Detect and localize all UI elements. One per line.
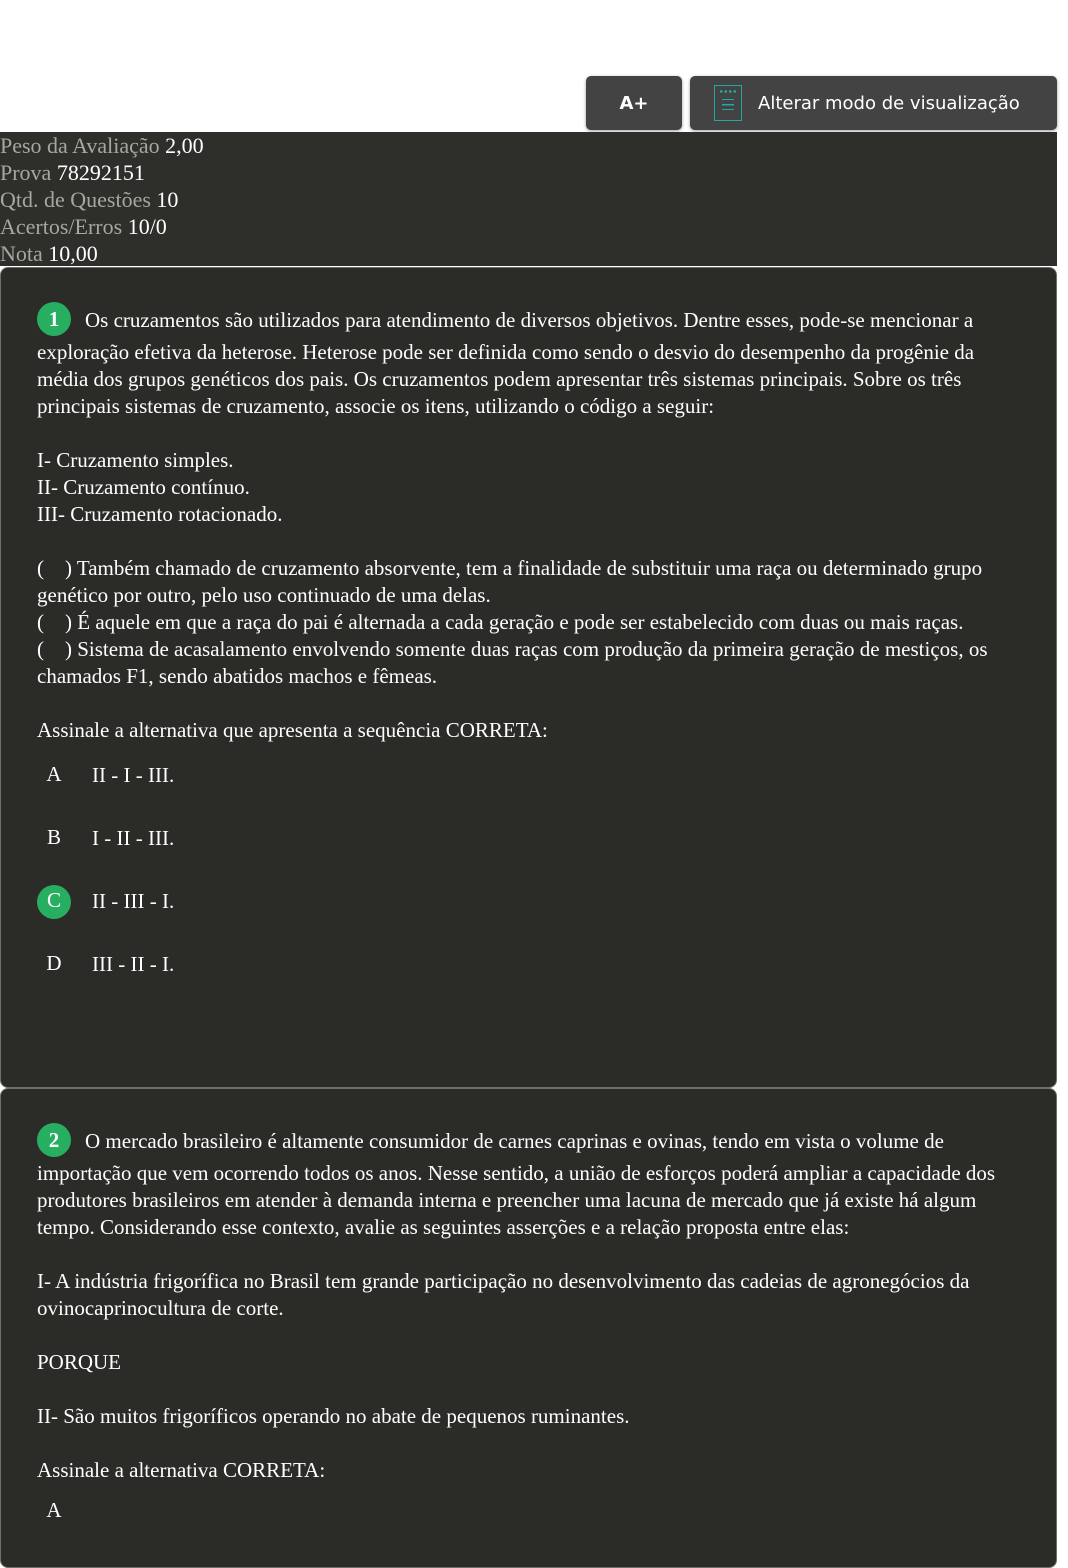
option-text: II - I - III. xyxy=(92,763,175,787)
question-text xyxy=(37,305,1020,420)
summary-value: 10,00 xyxy=(48,241,98,266)
document-list-icon xyxy=(714,85,742,121)
question-prompt: Assinale a alternativa que apresenta a sequência CORRETA: xyxy=(37,718,548,742)
option-a[interactable] xyxy=(37,744,1020,807)
assertion-2: II- São muitos frigoríficos operando no abate de pequenos ruminantes. xyxy=(37,1404,630,1428)
question-text xyxy=(37,1126,1020,1241)
toolbar xyxy=(586,76,1057,130)
summary-label: Nota xyxy=(0,241,43,266)
item-list xyxy=(37,447,1020,528)
option-letter: D xyxy=(46,950,62,975)
option-text: I - II - III. xyxy=(92,826,175,850)
summary-grade xyxy=(0,240,1057,267)
question-card-2 xyxy=(0,1088,1057,1568)
change-view-mode-label: Alterar modo de visualização xyxy=(758,92,1020,114)
summary-value: 2,00 xyxy=(165,133,204,158)
summary-label: Qtd. de Questões xyxy=(0,187,151,212)
assertion-connector: PORQUE xyxy=(37,1350,122,1374)
summary-label: Acertos/Erros xyxy=(0,214,123,239)
summary-question-count xyxy=(0,186,1057,213)
correct-option-badge: C xyxy=(37,885,71,919)
summary-hits-errors xyxy=(0,213,1057,240)
question-prompt: Assinale a alternativa CORRETA: xyxy=(37,1458,326,1482)
option-text: II - III - I. xyxy=(92,889,175,913)
option-text: III - II - I. xyxy=(92,952,175,976)
item: III- Cruzamento rotacionado. xyxy=(37,502,283,526)
summary-value: 10 xyxy=(156,187,179,212)
summary-label: Prova xyxy=(0,160,52,185)
question-card-1 xyxy=(0,267,1057,1088)
summary-value: 10/0 xyxy=(127,214,167,239)
question-intro: Os cruzamentos são utilizados para atendimento de diversos objetivos. Dentre esses, pode-se mencionar a exploração efetiva da heterose. Heterose pode ser definida como sendo o desvio do desempenho da progênie da média dos grupos genéticos dos pais. Os cruzamentos podem apresentar três sistemas principais. Sobre os três principais sistemas de cruzamento, associe os itens, utilizando o código a seguir: xyxy=(37,307,975,418)
statement: ( ) Também chamado de cruzamento absorvente, tem a finalidade de substituir uma raça ou determinado grupo genético por outro, pelo uso continuado de uma delas. xyxy=(37,556,988,607)
assertion-1: I- A indústria frigorífica no Brasil tem grande participação no desenvolvimento das cadeias de agronegócios da ovinocaprinocultura de corte. xyxy=(37,1269,970,1320)
option-a[interactable] xyxy=(37,1484,1020,1540)
statement: ( ) É aquele em que a raça do pai é alternada a cada geração e pode ser estabelecido com duas ou mais raças. xyxy=(37,610,964,634)
option-d[interactable] xyxy=(37,933,1020,996)
item: II- Cruzamento contínuo. xyxy=(37,475,250,499)
summary-label: Peso da Avaliação xyxy=(0,133,160,158)
option-b[interactable] xyxy=(37,807,1020,870)
question-list xyxy=(0,267,1057,1568)
option-c-correct[interactable] xyxy=(37,870,1020,933)
exam-summary xyxy=(0,132,1057,266)
summary-exam-id xyxy=(0,159,1057,186)
option-letter: A xyxy=(46,1498,62,1522)
question-number-badge: 1 xyxy=(37,302,71,336)
statement-list xyxy=(37,555,1020,690)
option-letter: A xyxy=(46,761,62,786)
font-size-button[interactable]: A+ xyxy=(586,76,682,130)
question-intro: O mercado brasileiro é altamente consumidor de carnes caprinas e ovinas, tendo em vista o volume de importação que vem ocorrendo todos os anos. Nesse sentido, a união de esforços poderá ampliar a capacidade dos produtores brasileiros em atender à demanda interna e preencher uma lacuna de mercado que já existe há algum tempo. Considerando esse contexto, avalie as seguintes asserções e a relação proposta entre elas: xyxy=(37,1128,996,1239)
question-number-badge: 2 xyxy=(37,1123,71,1157)
item: I- Cruzamento simples. xyxy=(37,448,234,472)
statement: ( ) Sistema de acasalamento envolvendo somente duas raças com produção da primeira geração de mestiços, os chamados F1, sendo abatidos machos e fêmeas. xyxy=(37,637,993,688)
option-letter: B xyxy=(46,824,61,849)
summary-value: 78292151 xyxy=(56,160,145,185)
change-view-mode-button[interactable] xyxy=(690,76,1057,130)
summary-weight xyxy=(0,132,1057,159)
